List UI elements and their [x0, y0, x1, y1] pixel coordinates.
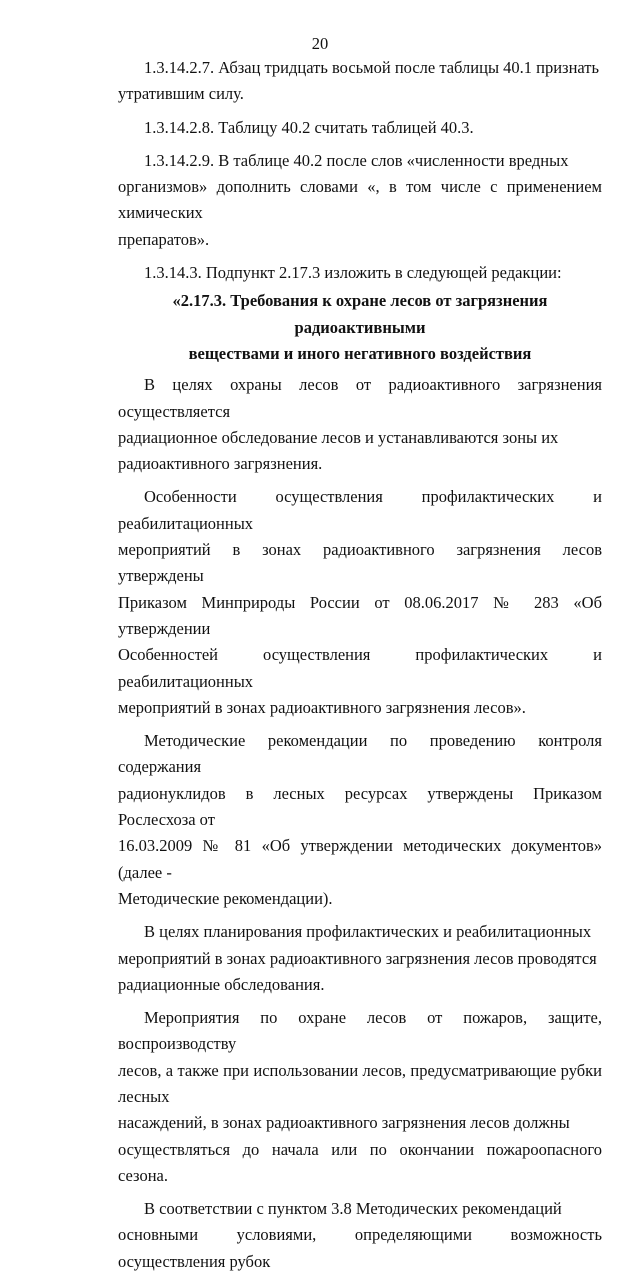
paragraph-line: Приказом Минприроды России от 08.06.2017 № 283 «Об утверждении [118, 592, 602, 638]
paragraph-line: Мероприятия по охране лесов от пожаров, защите, воспроизводству [118, 1008, 602, 1054]
paragraph-line: радионуклидов в лесных ресурсах утверждены Приказом Рослесхоза от [118, 783, 602, 830]
page-number: 20 [311, 34, 329, 53]
paragraph-line: осуществляться до начала или по окончании пожароопасного сезона. [118, 1139, 602, 1185]
paragraph-line: 1.3.14.2.7. Абзац тридцать восьмой после таблицы 40.1 признать [144, 58, 600, 77]
paragraph-line: насаждений, в зонах радиоактивного загрязнения лесов должны [118, 1113, 570, 1133]
paragraph-line: Методические рекомендации). [118, 888, 333, 908]
paragraph-line: препаратов». [118, 229, 210, 249]
paragraph-line: 1.3.14.2.9. В таблице 40.2 после слов «численности вредных [144, 150, 569, 170]
paragraph-line: основными условиями, определяющими возможность осуществления рубок [118, 1225, 602, 1271]
paragraph-line: 1.3.14.3. Подпункт 2.17.3 изложить в следующей редакции: [144, 263, 562, 283]
paragraph-line: Особенностей осуществления профилактических и реабилитационных [118, 645, 602, 691]
paragraph-line: 16.03.2009 № 81 «Об утверждении методических документов» (далее - [118, 836, 602, 882]
paragraph-line: В целях охраны лесов от радиоактивного загрязнения осуществляется [118, 375, 602, 421]
paragraph-line: лесов, а также при использовании лесов, предусматривающие рубки лесных [118, 1060, 602, 1106]
paragraph-line: В соответствии с пунктом 3.8 Методических рекомендаций [144, 1199, 562, 1219]
section-heading: «2.17.3. Требования к охране лесов от загрязнения радиоактивными [172, 291, 548, 337]
paragraph-line: радиоактивного загрязнения. [118, 454, 323, 474]
paragraph-line: мероприятий в зонах радиоактивного загрязнения лесов проводятся [118, 948, 597, 968]
paragraph-line: радиационное обследование лесов и устанавливаются зоны их [118, 427, 559, 447]
paragraph-line: Методические рекомендации по проведению контроля содержания [118, 731, 602, 777]
paragraph-line: В целях планирования профилактических и реабилитационных [144, 922, 592, 942]
paragraph-line: утратившим силу. [118, 84, 244, 104]
paragraph-line: организмов» дополнить словами «, в том числе с применением химических [118, 177, 602, 223]
section-heading: веществами и иного негативного воздействия [188, 343, 532, 363]
paragraph-line: радиационные обследования. [118, 974, 325, 994]
paragraph-line: мероприятий в зонах радиоактивного загрязнения лесов». [118, 697, 526, 717]
paragraph-line: мероприятий в зонах радиоактивного загрязнения лесов утверждены [118, 540, 602, 586]
paragraph-line: Особенности осуществления профилактических и реабилитационных [118, 487, 602, 533]
document-body [118, 55, 602, 1275]
paragraph-line: 1.3.14.2.8. Таблицу 40.2 считать таблицей 40.3. [144, 117, 474, 137]
